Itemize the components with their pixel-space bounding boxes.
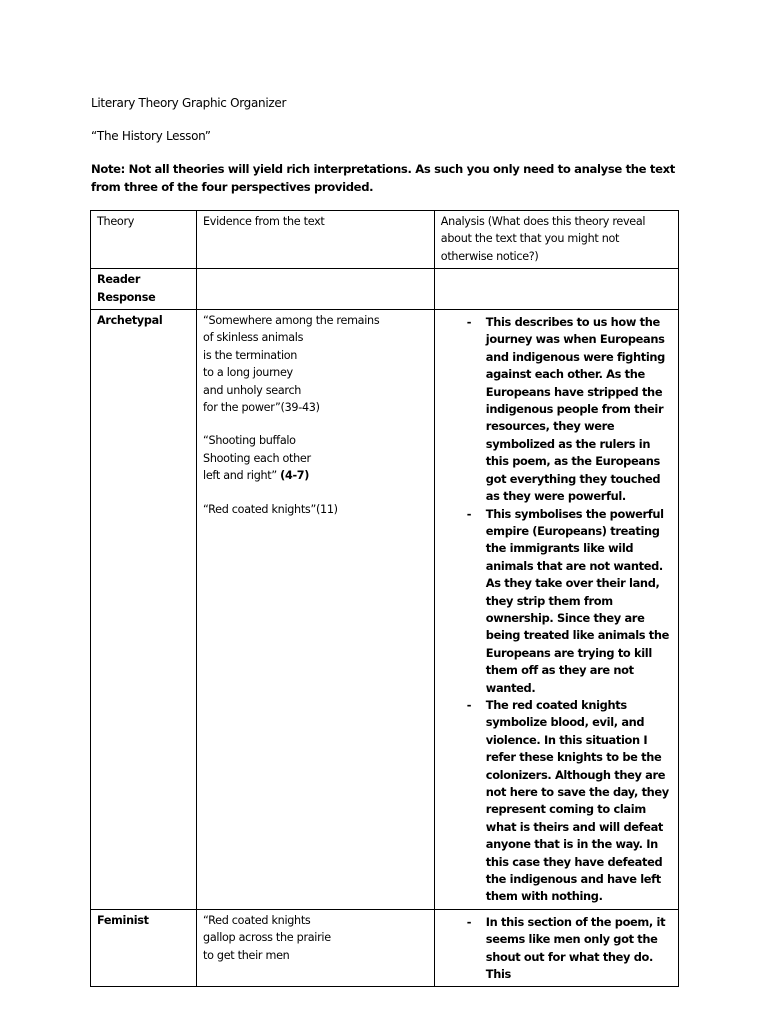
list-item: - In this section of the poem, it seems like men only got the shout out for what they do. This: [466, 914, 666, 982]
table-row-archetypal: [91, 310, 679, 910]
analysis-cell: [434, 269, 678, 310]
header-evidence: Evidence from the text: [197, 211, 435, 269]
line-citation: (4-7): [280, 469, 310, 483]
header-theory: Theory: [91, 211, 197, 269]
table-row-reader-response: [91, 269, 679, 310]
theory-cell: Feminist: [91, 909, 197, 987]
evidence-quote: “Shooting buffalo Shooting each other left and right” (4-7): [203, 434, 311, 483]
poem-title: “The History Lesson”: [91, 129, 211, 143]
analysis-cell: [434, 909, 678, 987]
list-item: - This symbolises the powerful empire (Europeans) treating the immigrants like wild animals that are not wanted. As they take over their land, they strip them from ownership. Since they are being treated like animals the Europeans are trying to kill them off as they are not wanted.: [466, 506, 670, 695]
analysis-cell: [434, 310, 678, 910]
theory-cell: Reader Response: [91, 269, 197, 310]
evidence-quote: “Red coated knights gallop across the prairie to get their men: [203, 913, 331, 962]
document-title: Literary Theory Graphic Organizer: [91, 96, 287, 110]
analysis-list: [441, 914, 672, 984]
evidence-cell: [197, 310, 435, 910]
evidence-cell: [197, 269, 435, 310]
table-row-feminist: [91, 909, 679, 987]
list-item: - The red coated knights symbolize blood, evil, and violence. In this situation I refer these knights to be the colonizers. Although they are not here to save the day, they represent coming to claim what is theirs and will defeat anyone that is in the way. In this case they have defeated the indigenous and have left them with nothing.: [466, 697, 669, 904]
evidence-quote: “Red coated knights”(11): [203, 502, 338, 516]
graphic-organizer-table: [90, 210, 679, 987]
list-item: - This describes to us how the journey was when Europeans and indigenous were fighting against each other. As the Europeans have stripped the indigenous people from their resources, they were symbolized as the rulers in this poem, as the Europeans got everything they touched as they were powerful.: [466, 315, 665, 504]
instruction-note: Note: Not all theories will yield rich interpretations. As such you only need to analyse the text from three of the four perspectives provided.: [91, 162, 675, 194]
table-header-row: [91, 211, 679, 269]
theory-cell: Archetypal: [91, 310, 197, 910]
evidence-quote: “Somewhere among the remains of skinless animals is the termination to a long journey and unholy search for the power”(39-43): [203, 314, 380, 415]
header-analysis: Analysis (What does this theory reveal about the text that you might not otherwise notice?): [434, 211, 678, 269]
evidence-cell: [197, 909, 435, 987]
analysis-list: [441, 314, 672, 906]
